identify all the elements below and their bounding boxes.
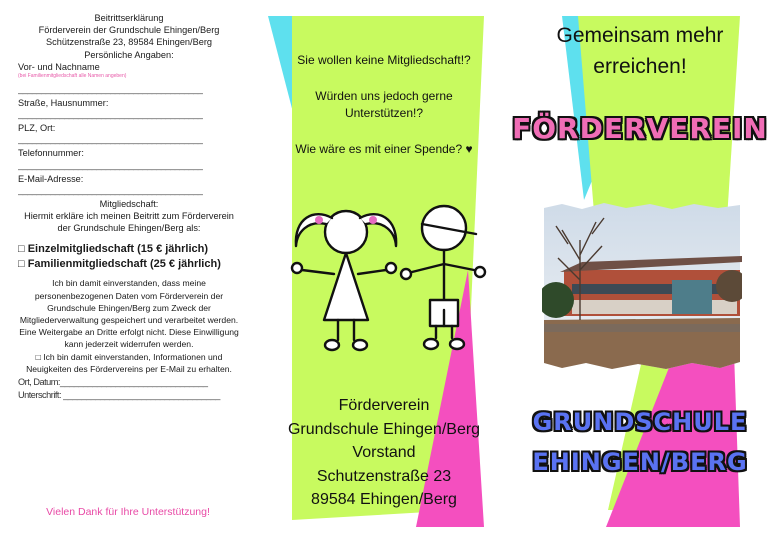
- donation-panel: [256, 0, 512, 543]
- membership-heading: Mitgliedschaft:: [99, 198, 159, 209]
- org-name: Förderverein der Grundschule Ehingen/Berg: [38, 25, 220, 36]
- phone-label: Telefonnummer:: [18, 148, 84, 159]
- email-label: E-Mail-Adresse:: [18, 173, 84, 184]
- consent-text: Ich bin damit einverstanden, dass meine personenbezogenen Daten vom Förderverein der Grundschule Ehingen/Berg zum Zweck der Mitgliederverwaltung gespeichert und verarbeitet werden. Eine Weitergabe an Dritte erfolgt nicht. Diese Einwilligung kann jederzeit widerrufen werden.: [19, 278, 239, 350]
- addr-city: 89584 Ehingen/Berg: [311, 491, 457, 508]
- thanks-text: Vielen Dank für Ihre Unterstützung!: [46, 506, 210, 518]
- name-hint: (bei Familienmitgliedschaft alle Namen angeben): [18, 73, 127, 80]
- slogan: [512, 20, 768, 82]
- school-photo: [542, 200, 742, 370]
- membership-form-panel: [0, 0, 256, 543]
- slogan-line1: Gemeinsam mehr: [556, 24, 724, 47]
- title-foerderverein: FÖRDERVEREIN: [512, 112, 768, 145]
- membership-form: [18, 12, 240, 401]
- street-field[interactable]: ________________________________________: [18, 109, 203, 120]
- address-block: [256, 394, 512, 512]
- membership-text: Hiermit erkläre ich meinen Beitritt zum Förderverein der Grundschule Ehingen/Berg als:: [24, 211, 234, 234]
- boy-figure: [401, 206, 485, 349]
- phone-field[interactable]: ________________________________________: [18, 159, 203, 170]
- title-ehingen-berg: EHINGEN/BERG: [532, 448, 748, 476]
- name-label: Vor- und Nachname: [18, 61, 100, 72]
- newsletter-consent[interactable]: □ Ich bin damit einverstanden, Informationen und Neuigkeiten des Fördervereins per E-Mail zu erhalten.: [26, 351, 232, 374]
- question-support: Würden uns jedoch gerne Unterstützen!?: [315, 89, 453, 120]
- addr-street: Schutzenstraße 23: [316, 467, 452, 485]
- signature-field[interactable]: Unterschrift: __________________________________: [18, 390, 220, 401]
- question-membership: Sie wollen keine Mitgliedschaft!?: [297, 53, 471, 67]
- zip-label: PLZ, Ort:: [18, 123, 56, 134]
- zip-field[interactable]: ________________________________________: [18, 134, 203, 145]
- place-date-field[interactable]: Ort, Datum:________________________________: [18, 377, 208, 388]
- title-grundschule: GRUNDSCHULE: [532, 408, 748, 436]
- personal-heading: Persönliche Angaben:: [84, 49, 174, 60]
- name-field[interactable]: ________________________________________: [18, 84, 203, 95]
- question-donation: Wie wäre es mit einer Spende? ♥: [295, 142, 473, 156]
- option-single[interactable]: □ Einzelmitgliedschaft (15 € jährlich): [18, 243, 209, 256]
- org-address: Schützenstraße 23, 89584 Ehingen/Berg: [46, 37, 212, 48]
- addr-org: Förderverein: [338, 397, 430, 414]
- addr-school: Grundschule Ehingen/Berg: [287, 420, 481, 438]
- form-title: Beitrittserklärung: [94, 13, 164, 23]
- stick-figures-illustration: [284, 198, 494, 358]
- addr-board: Vorstand: [352, 444, 416, 461]
- street-label: Straße, Hausnummer:: [18, 98, 109, 109]
- slogan-line2: erreichen!: [593, 55, 687, 78]
- option-family[interactable]: □ Familienmitgliedschaft (25 € jährlich): [18, 257, 221, 270]
- email-field[interactable]: ________________________________________: [18, 184, 203, 195]
- cover-panel: [512, 0, 768, 543]
- girl-figure: [292, 211, 396, 350]
